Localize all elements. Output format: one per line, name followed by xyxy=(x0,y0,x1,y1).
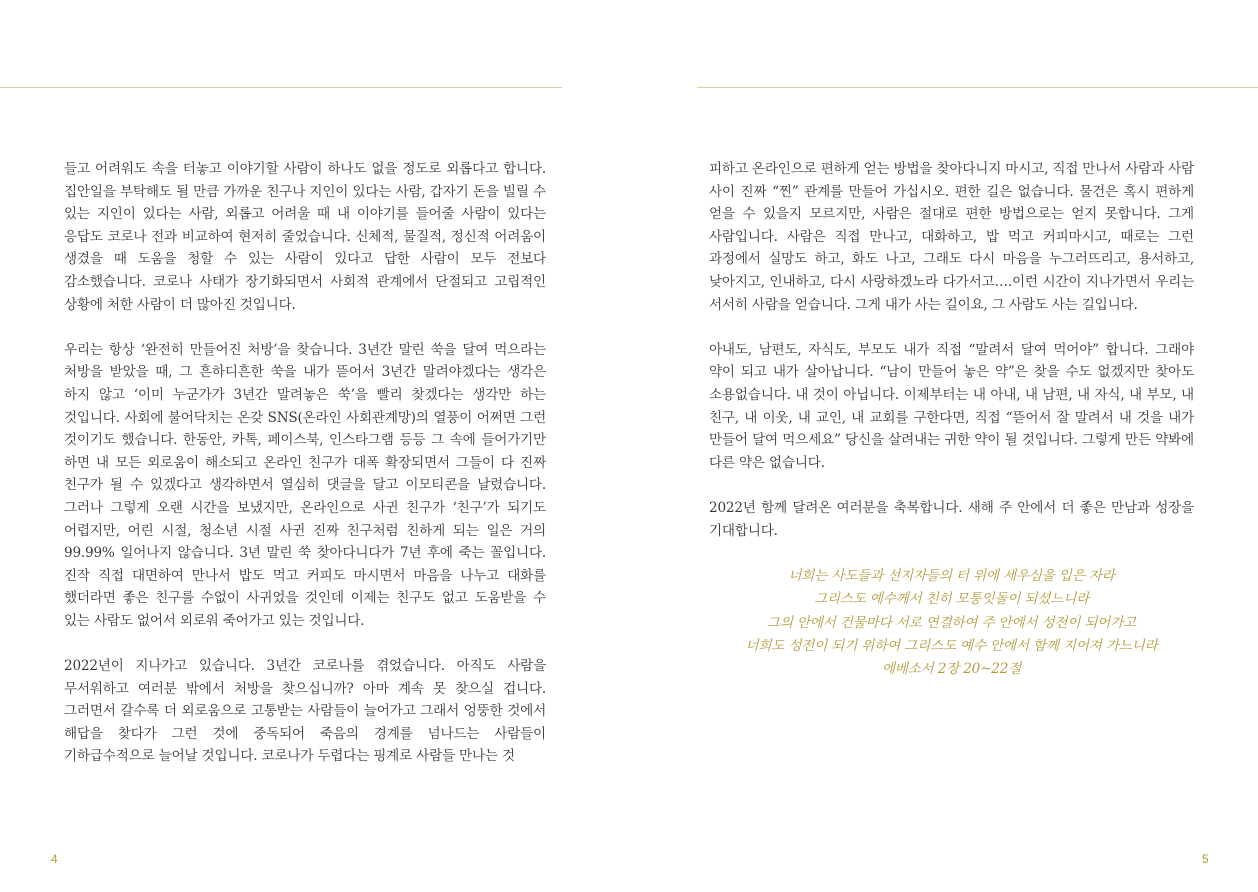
paragraph: 2022년 함께 달려온 여러분을 축복합니다. 새해 주 안에서 더 좋은 만남과 성장을 기대합니다. xyxy=(709,499,1194,539)
page-number-right: 5 xyxy=(1202,852,1209,866)
paragraph: 피하고 온라인으로 편하게 얻는 방법을 찾아다니지 마시고, 직접 만나서 사람과 사람 사이 진짜 “찐” 관계를 만들어 가십시오. 편한 길은 없습니다. 물건은 혹시 편하게 얻을 수 있을지 모르지만, 사람은 절대로 편한 방법으로는 얻지 못합니다. 그게 사람입니다. 사람은 직접 만나고, 대화하고, 밥 먹고 커피마시고, 때로는 그런 과정에서 실망도 하고, 화도 나고, 그래도 다시 마음을 누그러뜨리고, 용서하고, 낮아지고, 인내하고, 다시 사랑하겠노라 다가서고….이런 시간이 지나가면서 우리는 서서히 사람을 얻습니다. 그게 내가 사는 길이요, 그 사람도 사는 길입니다. xyxy=(709,161,1195,313)
verse-line: 그리스도 예수께서 친히 모퉁잇돌이 되셨느니라 xyxy=(813,591,1090,608)
paragraph: 아내도, 남편도, 자식도, 부모도 내가 직접 “말려서 달여 먹어야” 합니다. 그래야 약이 되고 내가 살아납니다. “남이 만들어 놓은 약”은 찾을 수도 없겠지만 찾아도 소용없습니다. 내 것이 아닙니다. 이제부터는 내 아내, 내 남편, 내 자식, 내 부모, 내 친구, 내 이웃, 내 교인, 내 교회를 구한다면, 직접 “뜯어서 잘 말려서 내 것을 내가 만들어 달여 먹으세요” 당신을 살려내는 귀한 약이 될 것입니다. 그렇게 만든 약봐에 다른 약은 없습니다. xyxy=(709,341,1194,471)
verse-line: 그의 안에서 건물마다 서로 연결하여 주 안에서 성전이 되어가고 xyxy=(766,614,1137,631)
header-rule-left xyxy=(0,87,562,88)
left-page-body xyxy=(64,158,546,791)
right-page-body xyxy=(709,158,1194,682)
verse-line: 너희는 사도들과 선지자들의 터 위에 세우심을 입은 자라 xyxy=(788,567,1115,584)
verse-citation: 에베소서 2장 20~22절 xyxy=(881,661,1022,678)
left-page xyxy=(0,0,562,892)
paragraph: 우리는 항상 ‘완전히 만들어진 처방’을 찾습니다. 3년간 말린 쑥을 달여 먹으라는 처방을 받았을 때, 그 흔하디흔한 쑥을 내가 뜯어서 3년간 말려야겠다는 생각은 하지 않고 ‘이미 누군가가 3년간 말려놓은 쑥’을 빨리 찾겠다는 생각만 하는 것입니다. 사회에 불어닥치는 온갖 SNS(온라인 사회관계망)의 열풍이 어쩌면 그런 것이기도 했습니다. 한동안, 카톡, 페이스북, 인스타그램 등등 그 속에 들어가기만 하면 내 모든 외로움이 해소되고 온라인 친구가 대폭 확장되면서 그들이 다 진짜 친구가 될 수 있겠다고 생각하면서 열심히 댓글을 달고 이모티콘을 날렸습니다. 그러나 그렇게 오랜 시간을 보냈지만, 온라인으로 사귄 친구가 ‘친구’가 되기도 어렵지만, 어린 시절, 청소년 시절 사귄 진짜 친구처럼 친하게 되는 일은 거의 99.99% 일어나지 않습니다. 3년 말린 쑥 찾아다니다가 7년 후에 죽는 꼴입니다. 진작 직접 대면하여 만나서 밥도 먹고 커피도 마시면서 마음을 나누고 대화를 했더라면 좋은 친구를 수없이 사귀었을 것인데 이제는 친구도 없고 도움받을 수 있는 사람도 없어서 외로워 죽어가고 있는 것입니다. xyxy=(64,341,546,629)
header-rule-right xyxy=(697,87,1258,88)
paragraph: 들고 어려워도 속을 터놓고 이야기할 사람이 하나도 없을 정도로 외롭다고 합니다. 집안일을 부탁해도 될 만큼 가까운 친구나 지인이 있다는 사람, 갑자기 돈을 빌릴 수 있는 지인이 있다는 사람, 외롭고 어려울 때 내 이야기를 들어줄 사람이 있다는 응답도 코로나 전과 비교하여 현저히 줄었습니다. 신체적, 물질적, 정신적 어려움이 생겼을 때 도움을 청할 수 있는 사람이 있다고 답한 사람이 모두 전보다 감소했습니다. 코로나 사태가 장기화되면서 사회적 관계에서 단절되고 고립적인 상황에 처한 사람이 더 많아진 것입니다. xyxy=(64,161,546,313)
page-number-left: 4 xyxy=(51,852,58,866)
bible-verse-quote xyxy=(709,565,1194,682)
paragraph: 2022년이 지나가고 있습니다. 3년간 코로나를 겪었습니다. 아직도 사람을 무서워하고 여러분 밖에서 처방을 찾으십니까? 아마 계속 못 찾으실 겁니다. 그러면서 갈수록 더 외로움으로 고통받는 사람들이 늘어가고 그래서 엉뚱한 것에서 해답을 찾다가 그런 것에 중독되어 죽음의 경계를 넘나드는 사람들이 기하급수적으로 늘어날 것입니다. 코로나가 두렵다는 핑계로 사람들 만나는 것 xyxy=(64,658,546,765)
verse-line: 너희도 성전이 되기 위하여 그리스도 예수 안에서 함께 지어져 가느니라 xyxy=(745,637,1158,654)
right-page xyxy=(697,0,1258,892)
